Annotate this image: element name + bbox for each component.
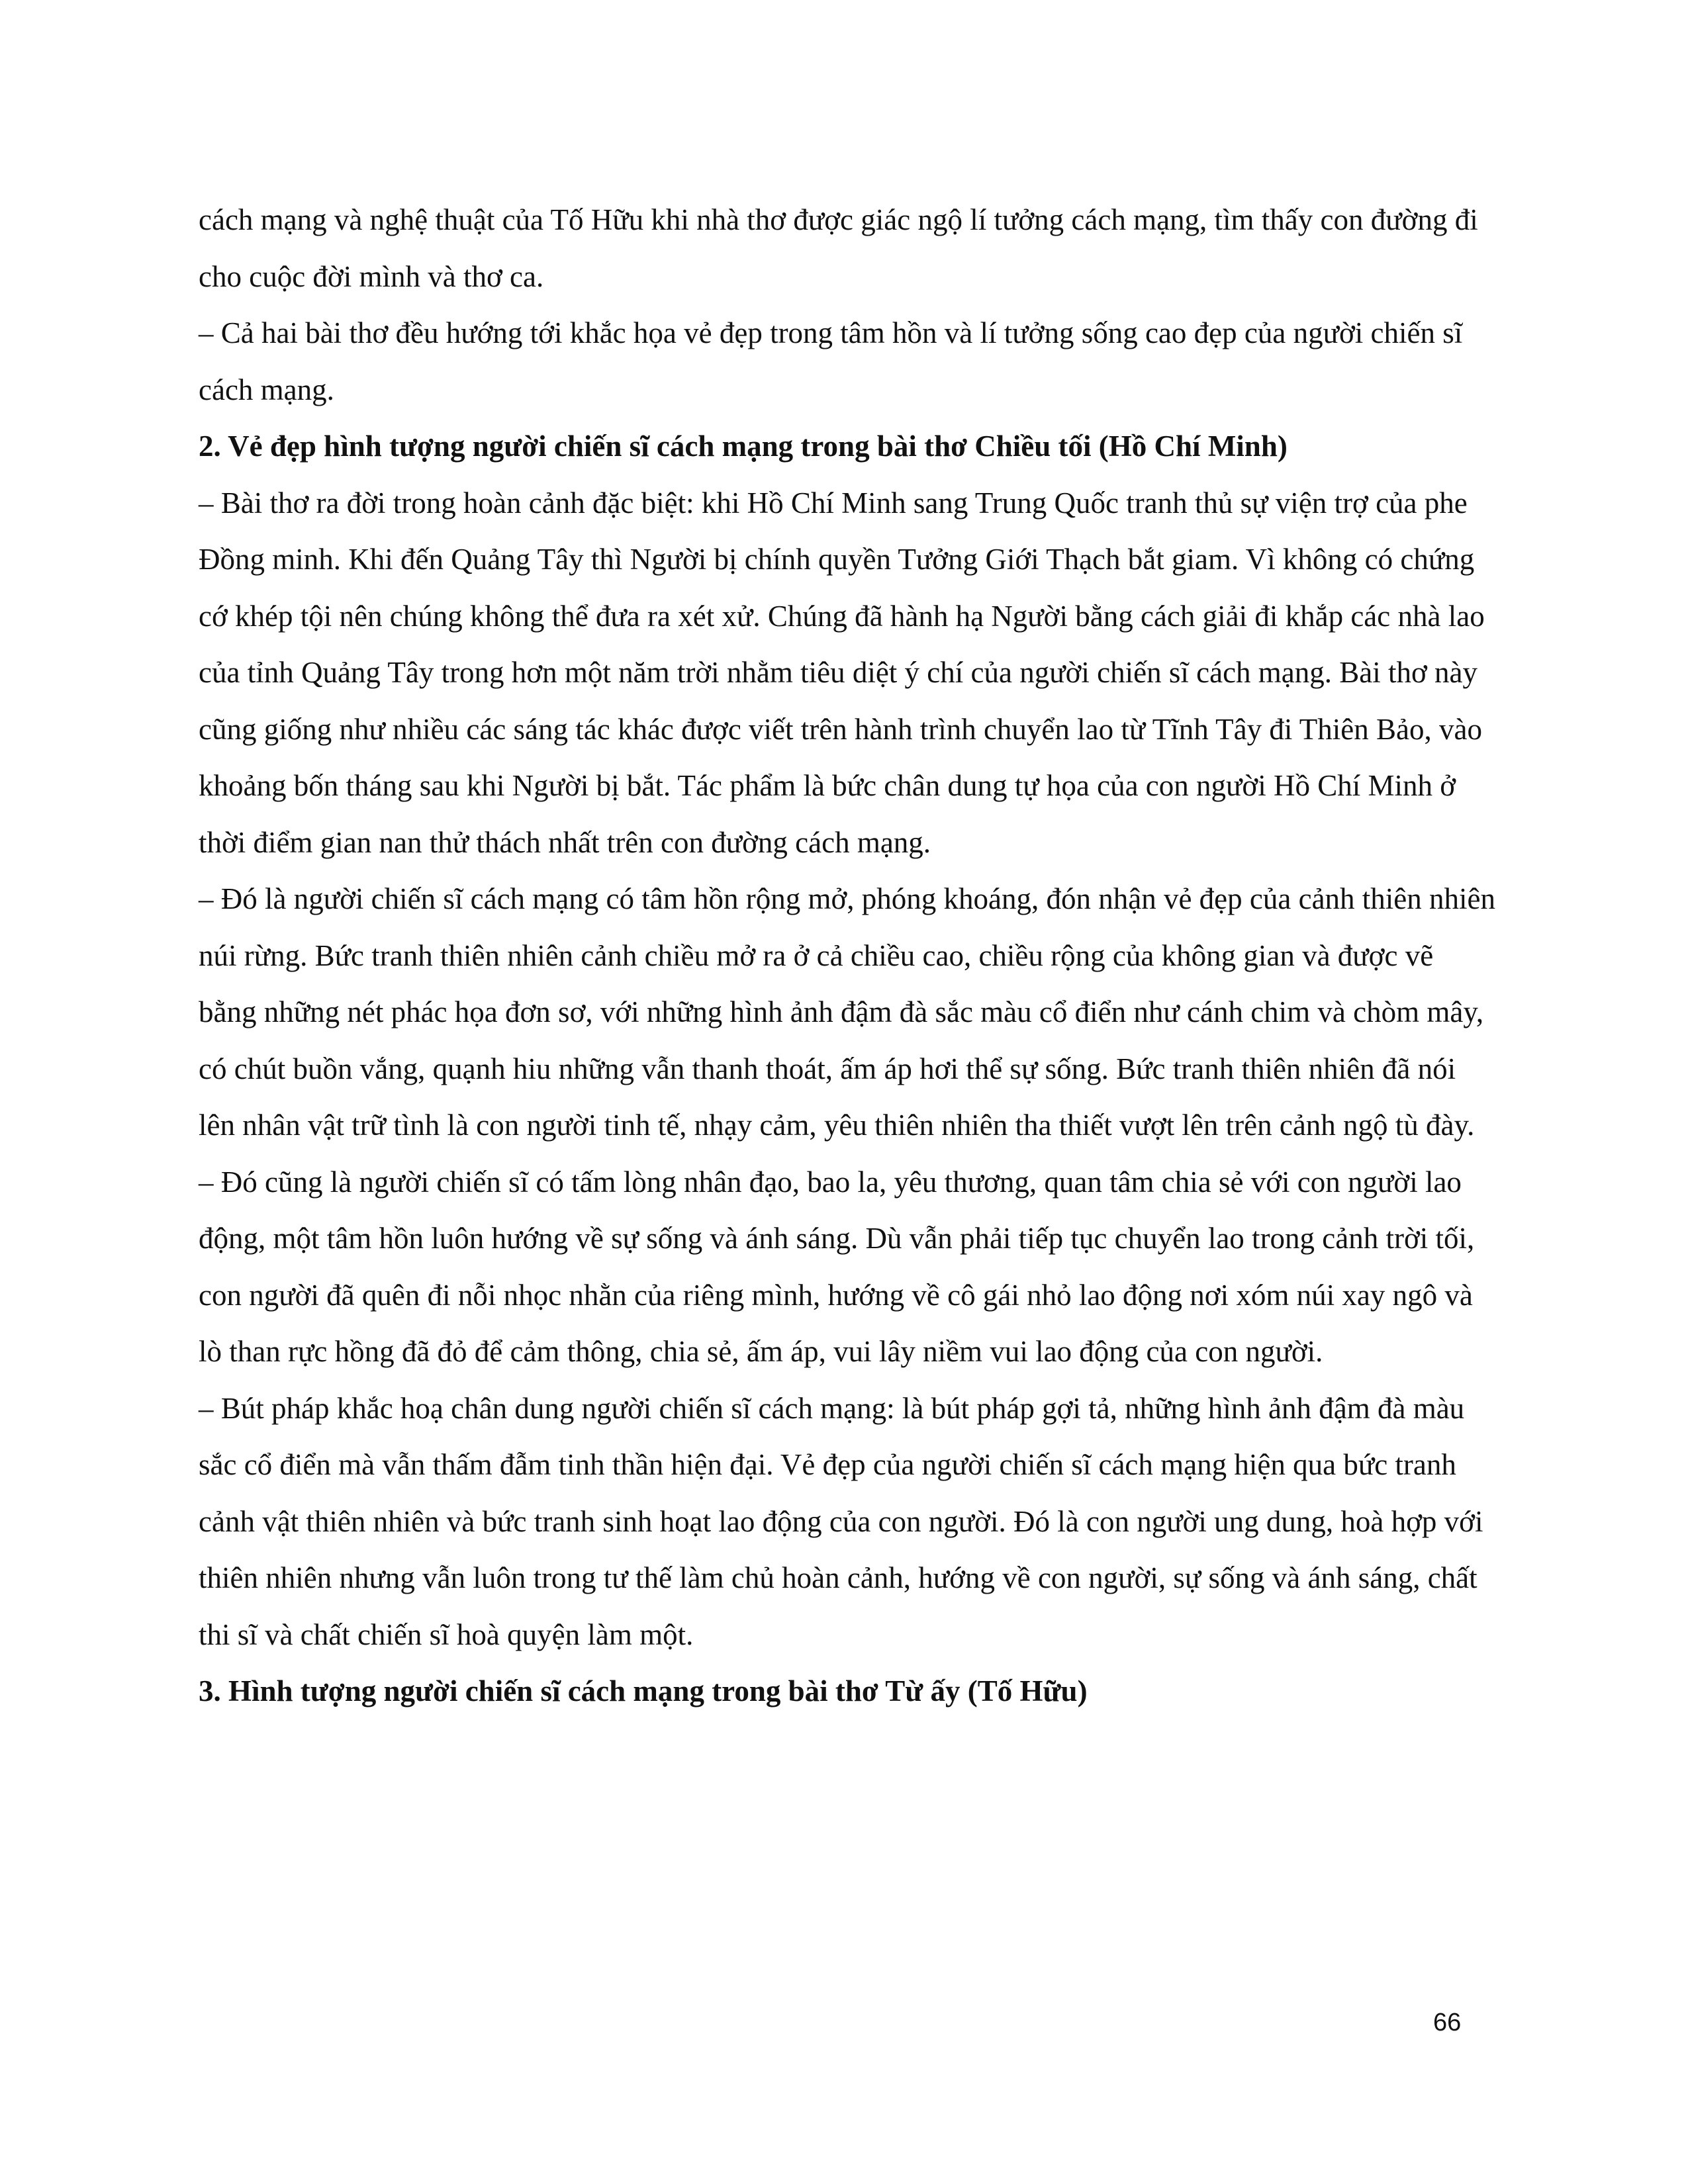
section-2-heading: 2. Vẻ đẹp hình tượng người chiến sĩ cách mạng trong bài thơ Chiều tối (Hồ Chí Minh) bbox=[199, 430, 1288, 463]
paragraph-intro-1: cách mạng và nghệ thuật của Tố Hữu khi nhà thơ được giác ngộ lí tưởng cách mạng, tìm thấy con đường đi cho cuộc đời mình và thơ ca. bbox=[199, 203, 1478, 293]
paragraph-intro-2: – Cả hai bài thơ đều hướng tới khắc họa vẻ đẹp trong tâm hồn và lí tưởng sống cao đẹp của người chiến sĩ cách mạng. bbox=[199, 316, 1463, 406]
section-2-paragraph-1: – Bài thơ ra đời trong hoàn cảnh đặc biệt: khi Hồ Chí Minh sang Trung Quốc tranh thủ sự viện trợ của phe Đồng minh. Khi đến Quảng Tây thì Người bị chính quyền Tưởng Giới Thạch bắt giam. Vì không có chứng cớ khép tội nên chúng không thể đưa ra xét xử. Chúng đã hành hạ Người bằng cách giải đi khắp các nhà lao của tỉnh Quảng Tây trong hơn một năm trời nhằm tiêu diệt ý chí của người chiến sĩ cách mạng. Bài thơ này cũng giống như nhiều các sáng tác khác được viết trên hành trình chuyển lao từ Tĩnh Tây đi Thiên Bảo, vào khoảng bốn tháng sau khi Người bị bắt. Tác phẩm là bức chân dung tự họa của con người Hồ Chí Minh ở thời điểm gian nan thử thách nhất trên con đường cách mạng. bbox=[199, 486, 1485, 859]
document-body bbox=[199, 192, 1496, 1720]
section-2-paragraph-4: – Bút pháp khắc hoạ chân dung người chiến sĩ cách mạng: là bút pháp gợi tả, những hình ảnh đậm đà màu sắc cổ điển mà vẫn thấm đẫm tinh thần hiện đại. Vẻ đẹp của người chiến sĩ cách mạng hiện qua bức tranh cảnh vật thiên nhiên và bức tranh sinh hoạt lao động của con người. Đó là con người ung dung, hoà hợp với thiên nhiên nhưng vẫn luôn trong tư thế làm chủ hoàn cảnh, hướng về con người, sự sống và ánh sáng, chất thi sĩ và chất chiến sĩ hoà quyện làm một. bbox=[199, 1391, 1483, 1651]
page-number: 66 bbox=[1433, 2009, 1462, 2036]
section-3-heading: 3. Hình tượng người chiến sĩ cách mạng trong bài thơ Từ ấy (Tố Hữu) bbox=[199, 1674, 1088, 1707]
section-2-paragraph-3: – Đó cũng là người chiến sĩ có tấm lòng nhân đạo, bao la, yêu thương, quan tâm chia sẻ với con người lao động, một tâm hồn luôn hướng về sự sống và ánh sáng. Dù vẫn phải tiếp tục chuyển lao trong cảnh trời tối, con người đã quên đi nỗi nhọc nhằn của riêng mình, hướng về cô gái nhỏ lao động nơi xóm núi xay ngô và lò than rực hồng đã đỏ để cảm thông, chia sẻ, ấm áp, vui lây niềm vui lao động của con người. bbox=[199, 1165, 1475, 1368]
section-2-paragraph-2: – Đó là người chiến sĩ cách mạng có tâm hồn rộng mở, phóng khoáng, đón nhận vẻ đẹp của cảnh thiên nhiên núi rừng. Bức tranh thiên nhiên cảnh chiều mở ra ở cả chiều cao, chiều rộng của không gian và được vẽ bằng những nét phác họa đơn sơ, với những hình ảnh đậm đà sắc màu cổ điển như cánh chim và chòm mây, có chút buồn vắng, quạnh hiu những vẫn thanh thoát, ấm áp hơi thể sự sống. Bức tranh thiên nhiên đã nói lên nhân vật trữ tình là con người tinh tế, nhạy cảm, yêu thiên nhiên tha thiết vượt lên trên cảnh ngộ tù đày. bbox=[199, 882, 1495, 1142]
